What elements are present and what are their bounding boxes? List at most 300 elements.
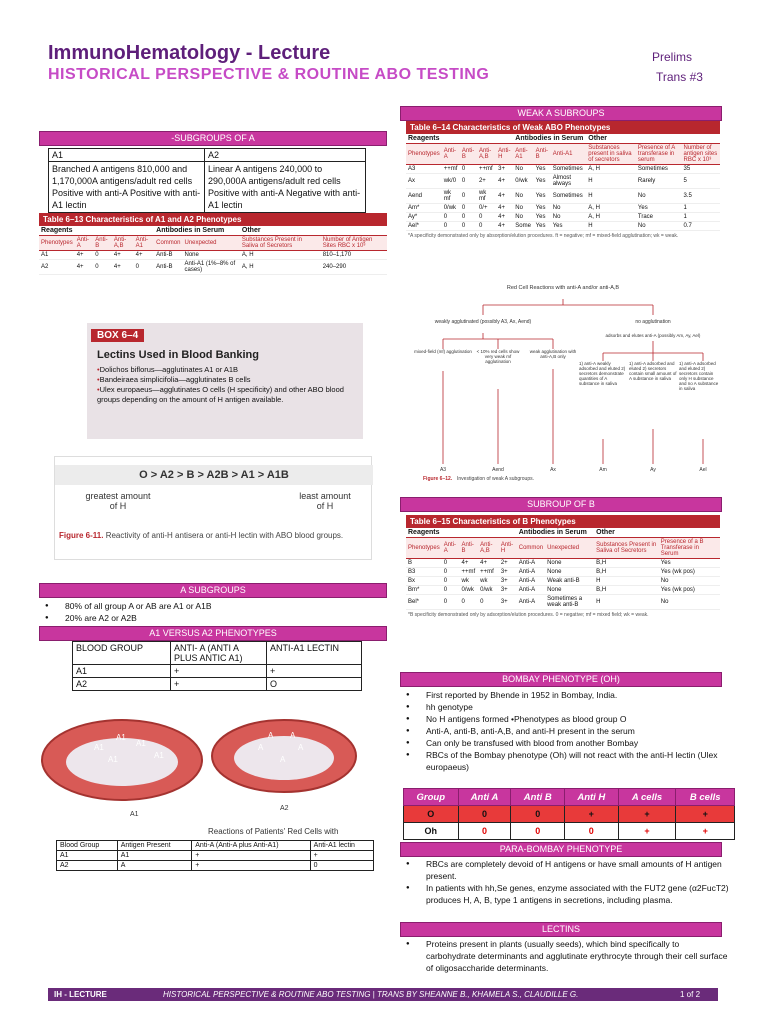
cell: 4+ bbox=[496, 222, 513, 231]
cell: + bbox=[618, 806, 676, 823]
cell: + bbox=[618, 823, 676, 840]
cell: 0 bbox=[459, 595, 478, 610]
cell: ++mf bbox=[459, 568, 478, 577]
flow-node: weak agglutination with anti-A,B only bbox=[529, 349, 577, 359]
cell: Trace bbox=[636, 213, 682, 222]
cell: 3+ bbox=[499, 586, 517, 595]
group-header: Other bbox=[594, 528, 720, 538]
cell: 4+ bbox=[112, 260, 134, 275]
list-item: ● Proteins present in plants (usually seeds), which bind specifically to carbohydrate determinants and agglutinate erythrocyte through their cell surface of oligosaccharide determinants. bbox=[400, 938, 730, 974]
cell: 0 bbox=[442, 222, 460, 231]
cell: No bbox=[513, 204, 533, 213]
cell: No bbox=[659, 595, 720, 610]
cell: No bbox=[551, 213, 587, 222]
cell: Anti-A bbox=[517, 577, 545, 586]
cell: 0 bbox=[93, 251, 112, 260]
cell: Yes bbox=[534, 213, 551, 222]
cell: 4+ bbox=[496, 213, 513, 222]
cell: 3+ bbox=[499, 595, 517, 610]
table-row bbox=[39, 260, 387, 275]
cell: 0 bbox=[478, 595, 499, 610]
col-header: Phenotypes bbox=[406, 538, 442, 559]
cell: 0/+ bbox=[477, 204, 496, 213]
exam-label: Prelims bbox=[652, 50, 693, 64]
col-header: Group bbox=[404, 789, 459, 806]
cell: A2 bbox=[73, 678, 171, 691]
cell: 0 bbox=[565, 823, 619, 840]
table-6-14 bbox=[406, 121, 720, 269]
cell: 4+ bbox=[478, 559, 499, 568]
antigen-label: A1 bbox=[108, 755, 118, 764]
cell: + bbox=[192, 861, 310, 871]
cell: H bbox=[586, 189, 636, 204]
cell: No bbox=[551, 204, 587, 213]
cell: 4+ bbox=[496, 204, 513, 213]
cell: H bbox=[586, 174, 636, 189]
figure-caption bbox=[59, 531, 369, 540]
cell: wk bbox=[459, 577, 478, 586]
cell: No bbox=[513, 189, 533, 204]
table-row bbox=[406, 213, 720, 222]
section-weak-a: WEAK A SUBROUPS bbox=[400, 106, 722, 121]
list-item: • Dolichos biflorus—agglutinates A1 or A1B bbox=[97, 365, 359, 375]
cell: + bbox=[676, 806, 735, 823]
cell: wk/0 bbox=[442, 174, 460, 189]
flow-left-branch: weakly agglutinated (possibly A3, Ax, Aend) bbox=[434, 319, 532, 325]
list-item: ● In patients with hh,Se genes, enzyme associated with the FUT2 gene (α2FucT2) produces H, A, B, type 1 antigens in secretions, including plasma. bbox=[400, 882, 730, 906]
flowchart-svg bbox=[403, 279, 721, 484]
cell: 5 bbox=[682, 174, 720, 189]
table-row bbox=[406, 174, 720, 189]
oh-table bbox=[403, 788, 735, 840]
col-header: Anti-H bbox=[496, 144, 513, 165]
cell: No bbox=[636, 222, 682, 231]
cell: Some bbox=[513, 222, 533, 231]
subgroups-header-a2: A2 bbox=[205, 149, 366, 162]
cell: Yes bbox=[534, 204, 551, 213]
table-row bbox=[406, 577, 720, 586]
list-item: ● No H antigens formed •Phenotypes as blood group O bbox=[400, 713, 730, 725]
table-row bbox=[406, 595, 720, 610]
cell: A1 bbox=[39, 251, 75, 260]
group-header: Other bbox=[240, 226, 387, 236]
figure-6-11 bbox=[54, 456, 372, 560]
col-header: Blood Group bbox=[57, 841, 118, 851]
cell: A, H bbox=[240, 251, 321, 260]
list-item: ● RBCs are completely devoid of H antigens or have small amounts of H antigen present. bbox=[400, 858, 730, 882]
cell: Yes bbox=[534, 165, 551, 174]
flow-leaf: Aend bbox=[492, 467, 504, 473]
cell: 0/wk bbox=[442, 204, 460, 213]
antigen-label: A bbox=[280, 755, 286, 764]
col-header: Anti-A1 bbox=[513, 144, 533, 165]
table-caption: Table 6–13 Characteristics of A1 and A2 Phenotypes bbox=[39, 213, 387, 226]
table-note: *B specificity demonstrated only by adsorption/elution procedures. 0 = negative; mf = mixed field; wk = weak. bbox=[408, 612, 649, 618]
col-header: Anti-A,B bbox=[478, 538, 499, 559]
cell: 0 bbox=[460, 165, 477, 174]
col-header: Number of antigen sites RBC x 10³ bbox=[682, 144, 720, 165]
cell: 240–290 bbox=[321, 260, 387, 275]
cell: 0 bbox=[442, 595, 460, 610]
group-header: Antibodies in Serum bbox=[154, 226, 240, 236]
cell: A3 bbox=[406, 165, 442, 174]
cell: B,H bbox=[594, 568, 659, 577]
cell: Yes bbox=[534, 189, 551, 204]
table-row bbox=[39, 251, 387, 260]
cell: Yes bbox=[636, 204, 682, 213]
box-tag: BOX 6–4 bbox=[91, 329, 144, 342]
col-header: Anti-A,B bbox=[477, 144, 496, 165]
col-header: Phenotypes bbox=[406, 144, 442, 165]
cell: 810–1,170 bbox=[321, 251, 387, 260]
list-item: ● RBCs of the Bombay phenotype (Oh) will not react with the anti-H lectin (Ulex europaeus) bbox=[400, 749, 730, 773]
table-6-15 bbox=[406, 515, 720, 673]
footer-left: IH - LECTURE bbox=[54, 990, 107, 999]
cell: None bbox=[545, 568, 594, 577]
lectins-list bbox=[400, 938, 730, 974]
table-row bbox=[406, 189, 720, 204]
figure-caption-text: Reactivity of anti-H antisera or anti-H lectin with ABO blood groups. bbox=[105, 531, 344, 540]
col-header: Anti-A bbox=[442, 144, 460, 165]
flow-node: < 10% red cells show very weak mf agglutination bbox=[476, 349, 520, 364]
reactions-caption: Reactions of Patients' Red Cells with bbox=[208, 827, 339, 836]
col-header: Anti-B bbox=[93, 236, 112, 251]
cell: 0 bbox=[477, 213, 496, 222]
table-row bbox=[406, 222, 720, 231]
flow-leaf: Am bbox=[599, 467, 607, 473]
table-row bbox=[404, 806, 735, 823]
cell: 0 bbox=[460, 204, 477, 213]
col-header: Unexpected bbox=[545, 538, 594, 559]
col-header: Substances Present in Saliva of Secretors bbox=[594, 538, 659, 559]
group-header: Antibodies in Serum bbox=[513, 134, 586, 144]
antigen-label: A1 bbox=[154, 751, 164, 760]
col-header: Common bbox=[517, 538, 545, 559]
group-header: Reagents bbox=[406, 134, 513, 144]
antigen-label: A1 bbox=[116, 733, 126, 742]
cell: Sometimes a weak anti-B bbox=[545, 595, 594, 610]
col-header: Anti A bbox=[458, 789, 511, 806]
cell: O bbox=[404, 806, 459, 823]
cell: Anti-A bbox=[517, 568, 545, 577]
cell: Ay* bbox=[406, 213, 442, 222]
cell: 3+ bbox=[496, 165, 513, 174]
cell: Anti-B bbox=[154, 251, 182, 260]
cell: 0 bbox=[458, 806, 511, 823]
bombay-list bbox=[400, 689, 730, 773]
cell: None bbox=[545, 559, 594, 568]
cell: 3.5 bbox=[682, 189, 720, 204]
cell: 0 bbox=[134, 260, 154, 275]
col-header: Presence of A transferase in serum bbox=[636, 144, 682, 165]
col-header: A cells bbox=[618, 789, 676, 806]
cell: No bbox=[513, 165, 533, 174]
cell: + bbox=[676, 823, 735, 840]
cell: 4+ bbox=[496, 174, 513, 189]
cell: Yes (wk pos) bbox=[659, 568, 720, 577]
section-para-bombay: PARA-BOMBAY PHENOTYPE bbox=[400, 842, 722, 857]
cell: A bbox=[117, 861, 192, 871]
cell: None bbox=[182, 251, 239, 260]
cell: 2+ bbox=[477, 174, 496, 189]
col-header: Substances present in saliva of secretors bbox=[586, 144, 636, 165]
cell: 0/wk bbox=[478, 586, 499, 595]
col-header: Anti-B bbox=[460, 144, 477, 165]
col-header: Anti-A bbox=[442, 538, 460, 559]
cell: Ael* bbox=[406, 222, 442, 231]
section-subgroups-of-a: -SUBGROUPS OF A bbox=[39, 131, 387, 146]
page-footer bbox=[48, 988, 718, 1001]
page-title: ImmunoHematology - Lecture bbox=[48, 42, 331, 64]
table-row bbox=[406, 586, 720, 595]
cell: 0 bbox=[511, 806, 565, 823]
cell: Bm* bbox=[406, 586, 442, 595]
col-header: Common bbox=[154, 236, 182, 251]
cell: 0/wk bbox=[513, 174, 533, 189]
table-6-13 bbox=[39, 213, 387, 317]
cell: B,H bbox=[594, 586, 659, 595]
cell: 35 bbox=[682, 165, 720, 174]
col-header: Anti-B bbox=[459, 538, 478, 559]
table-row bbox=[406, 568, 720, 577]
cell: H bbox=[586, 222, 636, 231]
cell: Sometimes bbox=[551, 165, 587, 174]
cell: 4+ bbox=[75, 251, 94, 260]
col-header: ANTI- A (ANTI A PLUS ANTIC A1) bbox=[171, 642, 267, 665]
section-a1-vs-a2: A1 VERSUS A2 PHENOTYPES bbox=[39, 626, 387, 641]
col-header: Anti-A1 bbox=[134, 236, 154, 251]
cell: Weak anti-B bbox=[545, 577, 594, 586]
footer-center: HISTORICAL PERSPECTIVE & ROUTINE ABO TESTING | TRANS BY SHEANNE B., KHAMELA S., CLAUDILLE G. bbox=[163, 990, 579, 999]
cell: H bbox=[594, 577, 659, 586]
section-lectins: LECTINS bbox=[400, 922, 722, 937]
cell: 4+ bbox=[459, 559, 478, 568]
table-row bbox=[73, 665, 362, 678]
table-row bbox=[73, 678, 362, 691]
cell: 0 bbox=[442, 559, 460, 568]
figure-6-12-flowchart bbox=[403, 279, 721, 484]
antigen-label: A bbox=[290, 731, 296, 740]
list-item: ● Anti-A, anti-B, anti-A,B, and anti-H present in the serum bbox=[400, 725, 730, 737]
a1-a2-table bbox=[72, 641, 362, 691]
cell: A, H bbox=[586, 213, 636, 222]
cell: Rarely bbox=[636, 174, 682, 189]
box-title: Lectins Used in Blood Banking bbox=[97, 349, 259, 361]
cell: 0 bbox=[511, 823, 565, 840]
greatest-label: greatest amount of H bbox=[85, 491, 151, 511]
cell: A, H bbox=[586, 165, 636, 174]
cell: + bbox=[171, 665, 267, 678]
cell: A2 bbox=[39, 260, 75, 275]
cell: Anti-A1 (1%–8% of cases) bbox=[182, 260, 239, 275]
cell: + bbox=[565, 806, 619, 823]
antigen-label: A bbox=[258, 743, 264, 752]
cell: ++mf bbox=[442, 165, 460, 174]
flow-top: Red Cell Reactions with anti-A and/or anti-A,B bbox=[506, 285, 620, 291]
col-header: Anti-A,B bbox=[112, 236, 134, 251]
subgroups-table bbox=[48, 148, 366, 213]
rbc-figure bbox=[36, 718, 376, 893]
cell: wk bbox=[478, 577, 499, 586]
cell: A2 bbox=[57, 861, 118, 871]
cell: 4+ bbox=[134, 251, 154, 260]
trans-label: Trans #3 bbox=[656, 70, 703, 84]
cell: Almost always bbox=[551, 174, 587, 189]
cell: Yes (wk pos) bbox=[659, 586, 720, 595]
page-subtitle: HISTORICAL PERSPECTIVE & ROUTINE ABO TESTING bbox=[48, 66, 490, 83]
cell: None bbox=[545, 586, 594, 595]
cell: A1 bbox=[57, 851, 118, 861]
a1-cell-center bbox=[66, 738, 178, 786]
subgroups-cell-a1: Branched A antigens 810,000 and 1,170,000A antigens/adult red cells Positive with anti-A Positive with anti-A1 lectin bbox=[49, 162, 205, 213]
flow-node: 1) anti-A adsorbed and eluted 2) secretors contain small amount of A substance in saliva bbox=[629, 361, 677, 381]
group-header: Reagents bbox=[39, 226, 154, 236]
list-item: ● 20% are A2 or A2B bbox=[39, 612, 387, 624]
list-item: ● 80% of all group A or AB are A1 or A1B bbox=[39, 600, 387, 612]
cell: Anti-A bbox=[517, 559, 545, 568]
lectin-list bbox=[97, 365, 359, 405]
reactions-table bbox=[56, 840, 374, 871]
cell: Yes bbox=[534, 174, 551, 189]
cell: Sometimes bbox=[551, 189, 587, 204]
cell: Aend bbox=[406, 189, 442, 204]
flow-leaf: A3 bbox=[439, 467, 447, 473]
cell: 0.7 bbox=[682, 222, 720, 231]
col-header: Phenotypes bbox=[39, 236, 75, 251]
flow-leaf: Ael bbox=[699, 467, 707, 473]
table-caption: Table 6–14 Characteristics of Weak ABO Phenotypes bbox=[406, 121, 720, 134]
cell: No bbox=[513, 213, 533, 222]
cell: 4+ bbox=[496, 189, 513, 204]
cell: A, H bbox=[240, 260, 321, 275]
flow-node: 1) anti-A weakly adsorbed and eluted 2) secretors demonstrate quantities of A substance in saliva bbox=[579, 361, 626, 386]
figure-number: Figure 6-11. bbox=[59, 531, 104, 540]
cell: No bbox=[659, 577, 720, 586]
table-caption: Table 6–15 Characteristics of B Phenotypes bbox=[406, 515, 720, 528]
cell: 3+ bbox=[499, 568, 517, 577]
cell: 0 bbox=[442, 213, 460, 222]
cell: 0 bbox=[458, 823, 511, 840]
col-header: Number of Antigen Sites RBC x 10³ bbox=[321, 236, 387, 251]
figure-number: Figure 6–12. bbox=[423, 476, 453, 482]
table-row bbox=[406, 204, 720, 213]
cell: Anti-B bbox=[154, 260, 182, 275]
cell: A1 bbox=[117, 851, 192, 861]
cell: Sometimes bbox=[636, 165, 682, 174]
list-item: ● First reported by Bhende in 1952 in Bombay, India. bbox=[400, 689, 730, 701]
cell: A, H bbox=[586, 204, 636, 213]
table-row bbox=[57, 851, 374, 861]
cell: Oh bbox=[404, 823, 459, 840]
table-row bbox=[406, 559, 720, 568]
cell-label-a1: A1 bbox=[130, 811, 139, 818]
section-bombay: BOMBAY PHENOTYPE (OH) bbox=[400, 672, 722, 687]
antigen-label: A1 bbox=[94, 743, 104, 752]
cell: O bbox=[267, 678, 362, 691]
col-header: Anti-A1 bbox=[551, 144, 587, 165]
flow-leaf: Ax bbox=[550, 467, 556, 473]
col-header: Anti-B bbox=[534, 144, 551, 165]
col-header: Antigen Present bbox=[117, 841, 192, 851]
cell: 4+ bbox=[75, 260, 94, 275]
cell: wk mf bbox=[442, 189, 460, 204]
cell: 1 bbox=[682, 213, 720, 222]
list-item: ● Can only be transfused with blood from another Bombay bbox=[400, 737, 730, 749]
col-header: Anti-A1 lectin bbox=[310, 841, 373, 851]
cell: + bbox=[310, 851, 373, 861]
group-header: Antibodies in Serum bbox=[517, 528, 594, 538]
list-item: • Ulex europaeus—agglutinates O cells (H specificity) and other ABO blood groups depending on the amount of H antigen available. bbox=[97, 385, 359, 405]
section-a-subgroups: A SUBGROUPS bbox=[39, 583, 387, 598]
cell: Yes bbox=[659, 559, 720, 568]
flow-node: mixed-field (mf) agglutination bbox=[414, 349, 472, 354]
col-header: ANTI-A1 LECTIN bbox=[267, 642, 362, 665]
cell: 0 bbox=[460, 189, 477, 204]
group-header: Other bbox=[586, 134, 720, 144]
col-header: Anti B bbox=[511, 789, 565, 806]
cell: Yes bbox=[551, 222, 587, 231]
h-reactivity-sequence: O > A2 > B > A2B > A1 > A1B bbox=[55, 465, 373, 485]
cell-label-a2: A2 bbox=[280, 805, 289, 812]
cell: 0 bbox=[460, 213, 477, 222]
cell: Bel* bbox=[406, 595, 442, 610]
col-header: Anti-H bbox=[499, 538, 517, 559]
col-header: BLOOD GROUP bbox=[73, 642, 171, 665]
cell: No bbox=[636, 189, 682, 204]
cell: 1 bbox=[682, 204, 720, 213]
cell: A1 bbox=[73, 665, 171, 678]
cell: H bbox=[594, 595, 659, 610]
list-item: ● hh genotype bbox=[400, 701, 730, 713]
cell: 2+ bbox=[499, 559, 517, 568]
subgroups-cell-a2: Linear A antigens 240,000 to 290,000A antigens/adult red cells Positive with anti-A Negative with anti-A1 lectin bbox=[205, 162, 366, 213]
flow-right-branch: no agglutination bbox=[635, 319, 671, 325]
cell: ++mf bbox=[477, 165, 496, 174]
cell: 0 bbox=[93, 260, 112, 275]
least-label: least amount of H bbox=[299, 491, 351, 511]
list-item: • Bandeiraea simplicifolia—agglutinates B cells bbox=[97, 375, 359, 385]
col-header: Anti H bbox=[565, 789, 619, 806]
flow-node: 1) anti-A adsorbed and eluted 2) secretors contain only H substance and no A substance in saliva bbox=[679, 361, 719, 391]
cell: 0 bbox=[477, 222, 496, 231]
table-note: *A specificity demonstrated only by absorption/elution procedures. ft = negative; mf = mixed-field agglutination; wk = weak. bbox=[408, 233, 679, 239]
cell: 0 bbox=[442, 568, 460, 577]
cell: + bbox=[192, 851, 310, 861]
a-subgroups-list bbox=[39, 600, 387, 624]
flow-leaf: Ay bbox=[650, 467, 656, 473]
section-subroup-b: SUBROUP OF B bbox=[400, 497, 722, 512]
table-row bbox=[406, 165, 720, 174]
subgroups-header-a1: A1 bbox=[49, 149, 205, 162]
cell: Ax bbox=[406, 174, 442, 189]
cell: wk mf bbox=[477, 189, 496, 204]
cell: B bbox=[406, 559, 442, 568]
cell: Am* bbox=[406, 204, 442, 213]
cell: 0 bbox=[442, 586, 460, 595]
col-header: Substances Present in Saliva of Secretors bbox=[240, 236, 321, 251]
cell: 0/wk bbox=[459, 586, 478, 595]
cell: Yes bbox=[534, 222, 551, 231]
figure-caption: Investigation of weak A subgroups. bbox=[457, 476, 534, 482]
flow-right-sub: adsorbs and elutes anti-A (possibly Am, Ay, Ael) bbox=[605, 333, 701, 338]
cell: 0 bbox=[460, 174, 477, 189]
col-header: Anti-A (Anti-A plus Anti-A1) bbox=[192, 841, 310, 851]
table-row bbox=[57, 861, 374, 871]
cell: 0 bbox=[460, 222, 477, 231]
cell: + bbox=[171, 678, 267, 691]
cell: B,H bbox=[594, 559, 659, 568]
cell: ++mf bbox=[478, 568, 499, 577]
